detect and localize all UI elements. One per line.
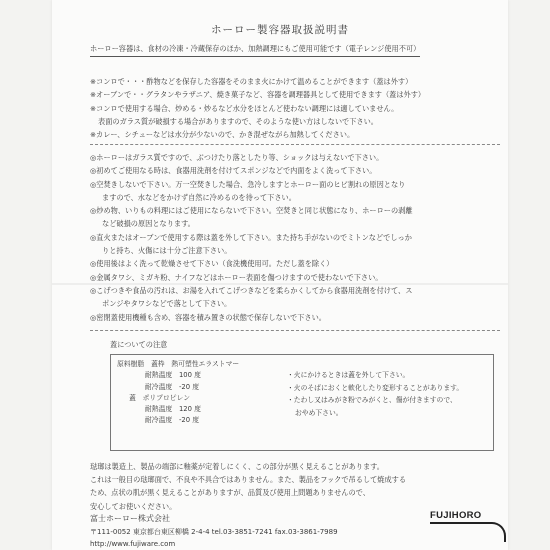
caution-item: ◎直火またはオーブンで使用する際は蓋を外して下さい。また持ち手がないのでミトンなどでしっか: [90, 232, 412, 242]
section-divider: [90, 330, 500, 331]
usage-notes: [90, 75, 500, 141]
manufacturing-note: [90, 460, 504, 513]
lid-warning: ・火のそばにおくと軟化したり変形することがあります。: [287, 383, 464, 392]
lid-materials: [117, 359, 239, 427]
note-item: ※オーブンで・・グラタンやラザニア、焼き菓子など、容器を調理器具として使用できます（蓋は外す）: [90, 90, 426, 100]
caution-item: ◎初めてご使用なる時は、食器用洗剤を付けてスポンジなどで内面をよく洗って下さい。: [90, 166, 377, 176]
note-item: ※カレー、シチューなどは水分が少ないので、かき混ぜながら加熱してください。: [90, 130, 355, 140]
caution-item: りと持ち、火傷には十分ご注意下さい。: [102, 246, 232, 256]
section-divider: [90, 144, 500, 145]
caution-item: ますので、水などをかけず自然に冷めるのを待って下さい。: [102, 192, 296, 202]
caution-item: ポンジやタワシなどで落として下さい。: [102, 299, 232, 309]
fujihoro-logo: [430, 510, 512, 538]
lid-warning: おやめ下さい。: [295, 408, 343, 417]
caution-list: [90, 151, 504, 324]
material-line: 耐冷温度 -20 度: [145, 416, 200, 425]
caution-item: ◎金属タワシ、ミガキ粉、ナイフなどはホーロー表面を傷つけますので使わないで下さい。: [90, 272, 383, 282]
footer-line: 琺瑯は製造上、製品の端部に釉薬が定着しにくく、この部分が黒く見えることがあります。: [90, 462, 384, 471]
caution-item: ◎炒め物、いりもの料理にはご使用にならないで下さい。空焚きと同じ状態になり、ホーローの剥離: [90, 206, 413, 216]
intro-text: ホーロー容器は、食材の冷凍・冷蔵保存のほか、加熱調理にもご使用可能です（電子レンジ使用不可）: [90, 44, 420, 57]
footer-line: これは一般目の琺瑯面で、不良や不具合ではありません。また、製品をフックで吊るして焼成する: [90, 475, 407, 485]
logo-hook: [486, 522, 506, 542]
logo-text: FUJIHORO: [430, 510, 482, 521]
footer-line: ため、点状の肌が黒く見えることがありますが、品質及び使用上問題ありませんので、: [90, 488, 370, 498]
caution-item: など破損の原因となります。: [102, 219, 195, 229]
material-line: 耐熱温度 120 度: [145, 405, 201, 414]
material-line: 原料樹脂 蓋枠 熱可塑性エラストマー: [117, 360, 240, 368]
caution-item: ◎空焚きしないで下さい。万一空焚きした場合、急冷しますとホーロー面のヒビ割れの原因となり: [90, 179, 406, 189]
note-item: 表面のガラス質が破損する場合がありますので、そのような使い方はしないで下さい。: [98, 116, 378, 126]
logo-underline: [430, 522, 488, 524]
caution-item: ◎こげつきや食品の汚れは、お湯を入れてこげつきなどを柔らかくしてから食器用洗剤を付けて、ス: [90, 285, 413, 295]
company-address: 〒111-0052 東京都台東区柳橋 2-4-4 tel.03-3851-7241 fax.03-3861-7989: [90, 528, 338, 536]
note-item: ※コンロで使用する場合、炒める・炒るなど水分をほとんど使わない調理には適していません。: [90, 103, 399, 113]
material-line: 耐熱温度 100 度: [145, 371, 201, 380]
lid-warnings: [287, 369, 463, 419]
caution-item: ◎密閉蓋使用機種も含め、容器を積み置きの状態で保存しないで下さい。: [90, 312, 326, 322]
lid-heading: 蓋についての注意: [110, 340, 168, 349]
material-line: 蓋 ポリプロピレン: [129, 393, 191, 402]
instruction-sheet: [52, 0, 508, 550]
lid-spec-box: [110, 354, 494, 451]
document-title: ホーロー製容器取扱説明書: [211, 24, 349, 36]
note-item: ※コンロで・・・酢物などを保存した容器をそのまま火にかけて温めることができます（蓋は外す）: [90, 77, 413, 86]
company-url: http://www.fujiware.com: [90, 540, 176, 548]
lid-warning: ・たわし又はみがき粉でみがくと、傷が付きますので、: [287, 396, 457, 404]
caution-item: ◎ホーローはガラス質ですので、ぶつけたり落としたり等、ショックは与えないで下さい。: [90, 153, 384, 162]
material-line: 耐冷温度 -20 度: [145, 382, 200, 391]
caution-item: ◎使用後はよく洗って乾燥させて下さい（食洗機使用可。ただし蓋を除く）: [90, 259, 334, 269]
footer-line: 安心してお使いください。: [90, 501, 177, 511]
lid-warning: ・火にかけるときは蓋を外して下さい。: [287, 371, 410, 379]
company-name: 富士ホーロー株式会社: [90, 514, 170, 523]
